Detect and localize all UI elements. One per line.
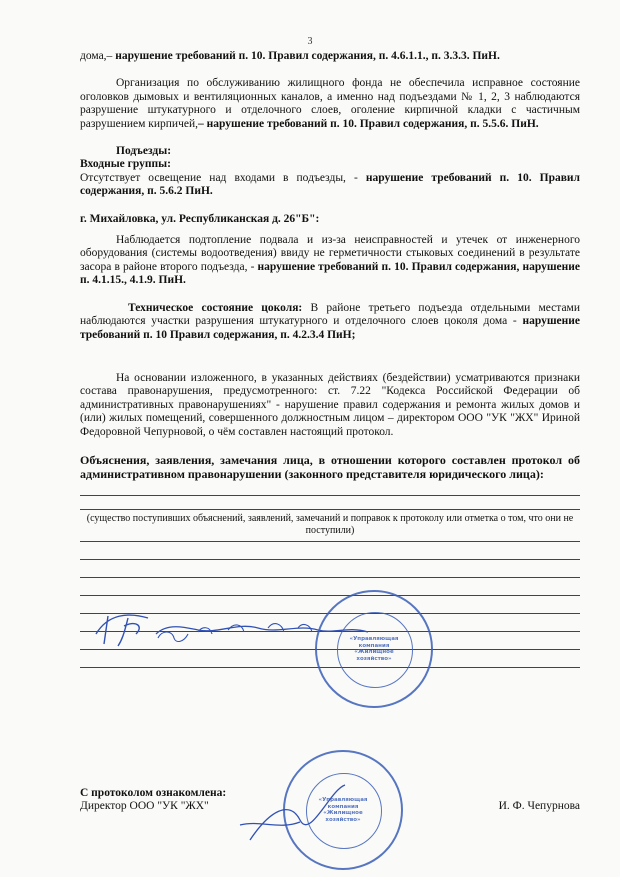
section-title-text: Техническое состояние цоколя:	[128, 301, 303, 314]
blank-line	[80, 542, 580, 560]
handwritten-text: При рассмотрении	[88, 604, 96, 605]
paragraph-text: дома,–	[80, 50, 116, 62]
blank-line	[80, 578, 580, 596]
paragraph-text: Отсутствует освещение над входами в подъезды, -	[80, 171, 366, 184]
address-text: г. Михайловка, ул. Республиканская д. 26"Б":	[80, 212, 320, 225]
signature-block	[80, 787, 580, 814]
paragraph-chimneys	[80, 77, 580, 131]
violation-text: нарушение требований п. 10. Правил содержания, нарушение п. 4.1.15., 4.1.9. ПиН.	[80, 260, 580, 287]
paragraph-lighting	[80, 172, 580, 199]
paragraph-text: Наблюдается подтопление подвала и из-за неисправностей и утечек от инженерного оборудования (системы водоотведения) ввиду не герметичности стыковых соединений в результате засора в районе второго подъезда, -	[80, 234, 580, 273]
blank-line	[80, 481, 580, 496]
page-number: 3	[307, 36, 313, 47]
explanations-caption: (существо поступивших объяснений, заявлений, замечаний и поправок к протоколу или отметка о том, что они не поступили)	[86, 512, 574, 536]
director-name: И. Ф. Чепурнова	[498, 800, 580, 813]
paragraph-text: В районе третьего подъезда отдельными местами наблюдаются участки разрушения штукатурного и отделочного слоев цоколя дома -	[80, 301, 580, 328]
address-heading	[80, 213, 580, 226]
paragraph-plinth	[80, 302, 580, 342]
paragraph-conclusion: На основании изложенного, в указанных действиях (бездействии) усматриваются признаки состава правонарушения, предусмотренного: ст. 7.22 "Кодекса Российской Федерации об административных правонарушениях" - нарушение правил содержания и ремонта жилых домов и (или) жилых помещений, совершенного должностным лицом – директором ООО "УК "ЖХ" Ириной Федоровной Чепурновой, о чём составлен настоящий протокол.	[80, 371, 580, 438]
section-title-entrances	[80, 145, 580, 158]
blank-line	[80, 560, 580, 578]
violation-text: нарушение требований п. 10. Правил содержания, п. 5.6.2 ПиН.	[80, 171, 580, 198]
company-stamp	[315, 590, 433, 708]
blank-line	[80, 496, 580, 510]
paragraph-text: Организация по обслуживанию жилищного фонда не обеспечила исправное состояние оголовков дымовых и вентиляционных каналов, а именно над подъездами № 1, 2, 3 наблюдаются разрушение штукатурного и отделочного слоев, оголение кирпичной кладки с частичным разрушением кирпичей,	[80, 77, 580, 130]
violation-text: нарушение требований п. 10. Правил содержания, п. 4.6.1.1., п. 3.3.3. ПиН.	[115, 50, 500, 62]
violation-text: – нарушение требований п. 10. Правил содержания, п. 5.5.6. ПиН.	[198, 117, 539, 130]
paragraph-basement	[80, 234, 580, 288]
explanations-header: Объяснения, заявления, замечания лица, в отношении которого составлен протокол об административном правонарушении (законного представителя юридического лица):	[80, 452, 580, 481]
violation-text: нарушение требований п. 10 Правил содержания, п. 4.2.3.4 ПиН;	[80, 315, 580, 341]
document-body	[80, 50, 580, 668]
paragraph-roof	[80, 50, 580, 63]
director-position: Директор ООО "УК "ЖХ"	[80, 800, 209, 813]
section-title-entry-groups	[80, 158, 580, 171]
section-title-text: Подъезды:	[116, 145, 172, 158]
acquainted-label: С протоколом ознакомлена:	[80, 787, 227, 799]
section-title-text: Входные группы:	[80, 158, 171, 171]
stamp-center-text: «Управляющая компания «Жилищное хозяйство»	[318, 797, 368, 823]
stamp-center-text: «Управляющая компания «Жилищное хозяйство»	[349, 636, 399, 662]
